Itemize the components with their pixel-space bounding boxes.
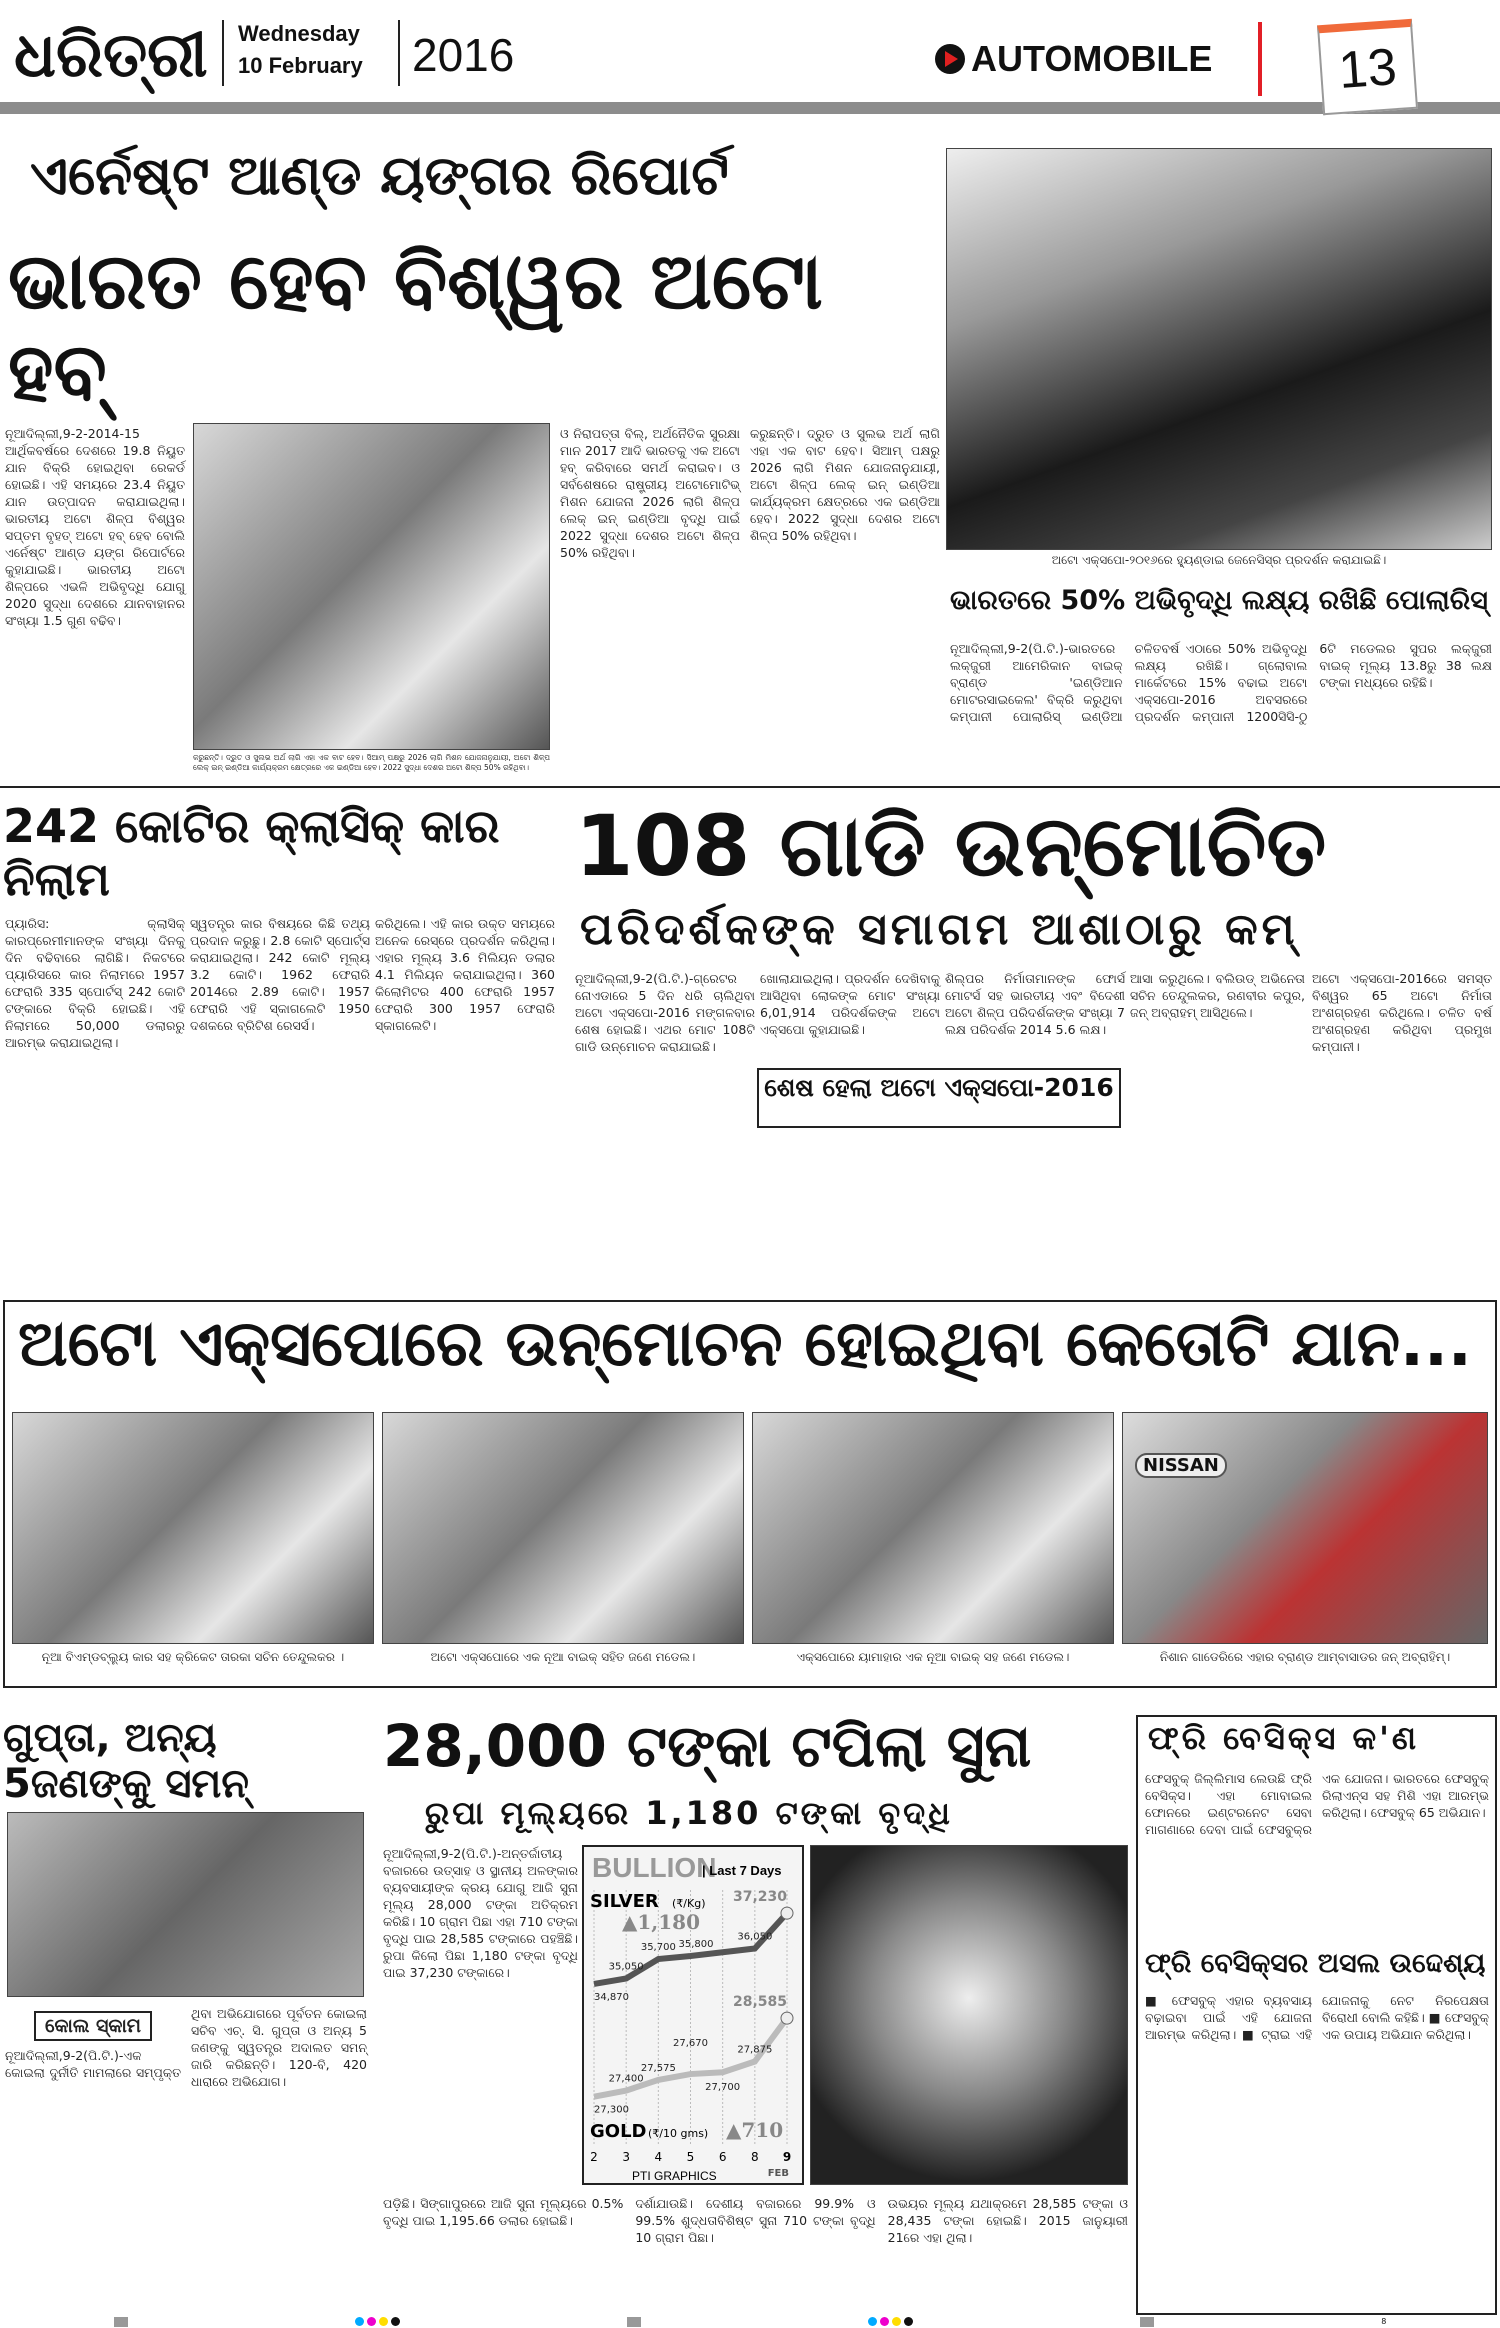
data-label: 27,575 (640, 2062, 676, 2074)
data-label: 27,875 (737, 2044, 773, 2056)
section-label (935, 38, 1212, 80)
x-tick-label: 4 (654, 2150, 663, 2164)
page-marker: 8 (1381, 2317, 1387, 2326)
article-text: ଓ ନିରାପତ୍ତା ବିଲ୍, ଅର୍ଥନୈତିକ ସୁରକ୍ଷା ମାନ 2017 ଆଦି ଭାରତକୁ ଏକ ଅଟୋ ହବ୍ କରିବାରେ ସମର୍ଥ କରାଇବ। ଓ ସର୍ବଶେଷରେ ରାଷ୍ଟ୍ରୀୟ ଅଟୋମୋଟିଭ୍ ମିଶନ ଯୋଜନା 2026 ଲାଗି ଶିଳ୍ପ ଲେକ୍ ଇନ୍ ଇଣ୍ଡିଆ ବୃଦ୍ଧି ପାଇଁ 2022 ସୁଦ୍ଧା ଦେଶର ଅଟୋ ଶିଳ୍ପ 50% ରହିଥିବା। (560, 426, 740, 560)
gallery-photo-nissan (1122, 1412, 1488, 1644)
expo-headline: 108 ଗାଡି ଉନ୍ମୋଚିତ (575, 797, 1327, 895)
masthead-date (238, 18, 363, 82)
x-tick-label: 9 (782, 2150, 792, 2164)
x-tick-label: 5 (686, 2150, 695, 2164)
gold-headline: 28,000 ଟଙ୍କା ଟପିଲା ସୁନା (383, 1712, 1032, 1780)
kicker: ଏର୍ନେଷ୍ଟ ଆଣ୍ଡ ୟଙ୍ଗର ରିପୋର୍ଟ (30, 144, 729, 207)
data-label: 27,400 (608, 2073, 644, 2085)
page-number: 13 (1317, 19, 1418, 115)
print-marks (0, 2315, 1500, 2328)
article-text: ଶିଲ୍ପର ନିର୍ମାତାମାନଙ୍କ ଫୋର୍ସ ମୋଟର୍ସ ସହ ଭାରତୀୟ ଏବଂ ବିଦେଶୀ ଅଟୋ ଶିଳ୍ପ ପରିଦର୍ଶକଙ୍କ ସଂଖ୍ୟା 7 ଲକ୍ଷ ପରିଦର୍ଶକ 2014 5.6 ଲକ୍ଷ। (945, 971, 1125, 1037)
coal-photo (7, 1812, 364, 1997)
data-label: 35,050 (608, 1961, 644, 1973)
print-mark (1140, 2317, 1154, 2327)
data-label: 36,050 (737, 1931, 773, 1943)
polaris-headline: ଭାରତରେ 50% ଅଭିବୃଦ୍ଧି ଲକ୍ଷ୍ୟ ରଖିଛି ପୋଲାରିସ୍ (950, 585, 1488, 616)
free-basics-headline: ଫ୍ରି ବେସିକ୍ସ କ'ଣ (1148, 1719, 1420, 1757)
article-text: ଉଭୟର ମୂଲ୍ୟ ଯଥାକ୍ରମେ 28,585 ଟଙ୍କା ଓ 28,435 ଟଙ୍କା ହୋଇଛି। 2015 ଜାନୁୟାରୀ 21ରେ ଏହା ଥିଲା। (887, 2196, 1128, 2245)
series-unit: (₹/Kg) (672, 1897, 706, 1910)
series-name: GOLD (590, 2121, 647, 2142)
masthead-rule (0, 102, 1500, 114)
gold-bottom (383, 2195, 1128, 2305)
article-text: ଅଟୋ ଏକ୍ସପୋ-2016ରେ ସମସ୍ତ ବିଶ୍ୱର 65 ଅଟୋ ନିର୍ମାତା ଅଂଶଗ୍ରହଣ କରିଥିଲେ। ଚଳିତ ବର୍ଷ ଅଂଶଗ୍ରହଣ କରିଥିବା ପ୍ରମୁଖ କମ୍ପାନୀ। (1312, 971, 1492, 1054)
x-tick-label: 8 (751, 2150, 759, 2164)
expo-subhead: ପରିଦର୍ଶକଙ୍କ ସମାଗମ ଆଶାଠାରୁ କମ୍ (580, 904, 1299, 955)
article-text: ପଡ଼ିଛି। ସିଙ୍ଗାପୁରରେ ଆଜି ସୁନା ମୂଲ୍ୟରେ 0.5% ବୃଦ୍ଧି ପାଇ 1,195.66 ଡଲାର ହୋଇଛି। (383, 2196, 624, 2228)
weekday: Wednesday (238, 21, 360, 46)
jewellery-photo (810, 1845, 1128, 2185)
free-basics-subhead: ଫ୍ରି ବେସିକ୍ସର ଅସଲ ଉଦ୍ଦେଶ୍ୟ (1145, 1948, 1486, 1979)
article-text: ଖୋଲାଯାଇଥିଲା। ପ୍ରଦର୍ଶନ ଦେଖିବାକୁ ଆସିଥିବା ଲୋକଙ୍କ ମୋଟ ସଂଖ୍ୟା 6,01,914 ପରିଦର୍ଶକଙ୍କ ଅଟୋ ଏକ୍ସପୋ କୁହାଯାଇଛି। (760, 971, 940, 1037)
bullion-chart (582, 1845, 804, 2185)
coal-tag: କୋଲ ସ୍କାମ (34, 2011, 152, 2041)
print-mark (114, 2317, 128, 2327)
divider (0, 786, 1500, 788)
car-photo (946, 148, 1492, 550)
free-basics-text: ■ ଫେସବୁକ୍ ଏହାର ବ୍ୟବସାୟ ବଢ଼ାଇବା ପାଇଁ ଏହି ଯୋଜନା ଆରମ୍ଭ କରିଥିଲା। ■ ଟ୍ରାଇ ଏହି ଯୋଜନାକୁ ନେଟ ନିରପେକ୍ଷତା ବିରୋଧୀ ବୋଲି କହିଛି। ■ ଫେସବୁକ୍ ଏକ ଉପାୟ ଅଭିଯାନ କରିଥିଲା। (1145, 1993, 1489, 2042)
chart-title: BULLION (592, 1852, 717, 1883)
divider (398, 20, 400, 86)
data-label: 28,585 (732, 1994, 787, 2011)
polaris-text: ନୂଆଦିଲ୍ଲୀ,9-2(ପି.ଟି.)-ଭାରତରେ ଲକ୍ଜୁରୀ ଆମେରିକାନ ବାଇକ୍ ବ୍ରାଣ୍ଡ 'ଇଣ୍ଡିଆନ ମୋଟରସାଇକେଲ' ବିକ୍ରି କରୁଥିବା କମ୍ପାନୀ ପୋଲାରିସ୍ ଇଣ୍ଡିଆ ଚଳିତବର୍ଷ ଏଠାରେ 50% ଅଭିବୃଦ୍ଧି ଲକ୍ଷ୍ୟ ରଖିଛି। ଗ୍ଲୋବାଲ ମାର୍କେଟରେ 15% ବଢାଇ ଅଟୋ ଏକ୍ସପୋ-2016 ଅବସରରେ ପ୍ରଦର୍ଶନ କମ୍ପାନୀ 1200ସିସି-ଠୁ 6ଟି ମଡେଲର ସୁପର ଲକ୍ଜୁରୀ ବାଇକ୍ ମୂଲ୍ୟ 13.8ରୁ 38 ଲକ୍ଷ ଟଙ୍କା ମଧ୍ୟରେ ରହିଛି। (950, 641, 1492, 724)
article-text: ଦର୍ଶାଯାଉଛି। ଦେଶୀୟ ବଜାରରେ 99.9% ଓ 99.5% ଶୁଦ୍ଧତାବିଶିଷ୍ଟ ସୁନା 710 ଟଙ୍କା ବୃଦ୍ଧି 10 ଗ୍ରାମ ପିଛା। (635, 2196, 876, 2245)
data-label: 27,700 (705, 2082, 741, 2094)
gallery-photo-bmw (12, 1412, 374, 1644)
free-basics-text: ଫେସବୁକ୍ ଜିଲ୍ଲିମାସ ଲେଉଛି ଫ୍ରି ବେସିକ୍ସ। ଏହା ମୋବାଇଲ ଫୋନରେ ଇଣ୍ଟରନେଟ ସେବା ମାଗଣାରେ ଦେବା ପାଇଁ ଫେସବୁକ୍‌ର ଏକ ଯୋଜନା। ଭାରତରେ ଫେସବୁକ୍ ରିଲାଏନ୍ସ ସହ ମିଶି ଏହା ଆରମ୍ଭ କରିଥିଲା। ଫେସବୁକ୍ 65 ଅଭିଯାନ। (1145, 1771, 1489, 1837)
data-label: 35,800 (678, 1939, 714, 1950)
gallery-photo-yamaha (752, 1412, 1114, 1644)
gold-subhead: ରୁପା ମୂଲ୍ୟରେ 1,180 ଟଙ୍କା ବୃଦ୍ଧି (425, 1794, 953, 1832)
classic-headline: 242 କୋଟିର କ୍ଲାସିକ୍ କାର ନିଲାମ (3, 799, 500, 906)
expo-boxhead: ଶେଷ ହେଲା ଅଟୋ ଏକ୍ସପୋ-2016 (757, 1068, 1121, 1128)
coal-text: ନୂଆଦିଲ୍ଲୀ,9-2(ପି.ଟି.)-ଏକ କୋଇଲା ଦୁର୍ନୀତି ମାମଲାରେ ସମ୍ପୃକ୍ତ ଥିବା ଅଭିଯୋଗରେ ପୂର୍ବତନ କୋଇଲା ସଚିବ ଏଚ୍. ସି. ଗୁପ୍ତା ଓ ଅନ୍ୟ 5 ଜଣଙ୍କୁ ସ୍ୱତନ୍ତ୍ର ଅଦାଲତ ସମନ୍ ଜାରି କରିଛନ୍ତି। 120-ବି, 420 ଧାରାରେ ଅଭିଯୋଗ। (5, 2006, 367, 2089)
series-change: ▲1,180 (622, 1910, 701, 1934)
photo-caption: ନିଶାନ ଗାଡେରିରେ ଏହାର ବ୍ରାଣ୍ଡ ଆମ୍ବାସାଡର ଜନ୍ ଅବ୍ରାହିମ୍। (1159, 1650, 1451, 1664)
play-icon (935, 44, 965, 74)
end-point (781, 2012, 793, 2024)
series-change: ▲710 (726, 2118, 784, 2142)
end-point (781, 1907, 793, 1919)
data-label: 37,230 (732, 1889, 787, 1906)
x-tick-label: 2 (590, 2150, 598, 2164)
x-tick-label: 6 (718, 2150, 727, 2164)
date: 10 February (238, 53, 363, 78)
article-text: ନୂଆଦିଲ୍ଲୀ,9-2(ପି.ଟି.)-ଗ୍ରେଟର ନୋଏଡାରେ 5 ଦିନ ଧରି ଚାଲିଥିବା ଅଟୋ ଏକ୍ସପୋ-2016 ମଙ୍ଗଳବାର ଶେଷ ହୋଇଛି। ଏଥର ମୋଟ 108ଟି ଗାଡି ଉନ୍ମୋଚନ କରାଯାଇଛି। (575, 971, 755, 1054)
photo-caption: ଅଟୋ ଏକ୍ସପୋରେ ଏକ ନୂଆ ବାଇକ୍ ସହିତ ଜଣେ ମଡେଲ। (430, 1650, 696, 1664)
gallery-photo-bike (382, 1412, 744, 1644)
coal-headline: ଗୁପ୍ତା, ଅନ୍ୟ 5ଜଣଙ୍କୁ ସମନ୍ (3, 1715, 249, 1807)
x-tick-label: 3 (622, 2150, 630, 2164)
article-text: ସ୍ୱତନ୍ତ୍ର କାର ବିଷୟରେ କିଛି ତଥ୍ୟ ପ୍ରଦାନ କରୁଛୁ। 2.8 କୋଟି ସ୍ପୋର୍ଟ୍ସ କରାଯାଇଥିଲା। 242 କୋଟି ମୂଲ୍ୟ 3.2 କୋଟି। 1962 ଫେରାରି 2014ରେ 2.89 କୋଟି। 1957 ଫେରାରି ଏହି ସ୍କାଗଲେଟି 1950 ଦଶକରେ ବ୍ରିଟିଶ ରେସର୍ସ। (190, 916, 370, 1033)
headline: ଭାରତ ହେବ ବିଶ୍ୱର ଅଟୋ ହବ୍ (8, 237, 823, 417)
photo-caption: ଅଟୋ ଏକ୍ସପୋ-୨୦୧୬ରେ ହ୍ୟୁଣ୍ଡାଇ ଜେନେସିସ୍‌ର ପ୍ରଦର୍ଶନ କରାଯାଇଛି। (1051, 553, 1387, 567)
photo-caption: ନୂଆ ବିଏମ୍‌ଡବ୍ଲ୍ୟୁ କାର ସହ କ୍ରିକେଟ ତାରକା ସଚିନ ତେନ୍ଦୁଲକର । (41, 1650, 345, 1664)
factory-photo (193, 423, 550, 750)
article-text: କରୁଛନ୍ତି। ଦ୍ରୁତ ଓ ସୁଲଭ ଅର୍ଥ ଲାଗି ଏହା ଏକ ବାଟ ହେବ। ସିଆମ୍ ପକ୍ଷରୁ 2026 ଲାଗି ମିଶନ ଯୋଜନାନୁଯାୟୀ, ଅଟୋ ଶିଳ୍ପ ଲେକ୍ ଇନ୍ ଇଣ୍ଡିଆ କାର୍ଯ୍ୟକ୍ରମ କ୍ଷେତ୍ରରେ ଏକ ଇଣ୍ଡିଆ ହେବ। 2022 ସୁଦ୍ଧା ଦେଶର ଅଟୋ ଶିଳ୍ପ 50% ରହିଥିବା। (750, 426, 940, 543)
article-text: ନୂଆଦିଲ୍ଲୀ,9-2-2014-15 ଆର୍ଥିକବର୍ଷରେ ଦେଶରେ 19.8 ନିୟୁତ ଯାନ ବିକ୍ରି ହୋଇଥିବା ରେକର୍ଡ ହୋଇଛି। ଏହି ସମୟରେ 23.4 ନିୟୁତ ଯାନ ଉତ୍ପାଦନ କରାଯାଇଥିଲା। ଭାରତୀୟ ଅଟୋ ଶିଳ୍ପ ବିଶ୍ୱର ସପ୍ତମ ବୃହତ୍ ଅଟୋ ହବ୍ ହେବ ବୋଲି ଏର୍ନେଷ୍ଟ ଆଣ୍ଡ ୟଙ୍ଗ ରିପୋର୍ଟରେ କୁହାଯାଇଛି। ଭାରତୀୟ ଅଟୋ ଶିଳ୍ପରେ ଏଭଳି ଅଭିବୃଦ୍ଧି ଯୋଗୁ 2020 ସୁଦ୍ଧା ଦେଶରେ ଯାନବାହାନର ସଂଖ୍ୟା 1.5 ଗୁଣ ବଢିବ। (5, 426, 185, 628)
nissan-logo: NISSAN (1135, 1453, 1227, 1478)
photo-caption: ଏକ୍ସପୋରେ ୟାମାହାର ଏକ ନୂଆ ବାଇକ୍ ସହ ଜଣେ ମଡେଲ। (796, 1650, 1070, 1664)
masthead-year: 2016 (412, 29, 515, 81)
chart-subtitle: | Last 7 Days (702, 1863, 782, 1878)
coal-article (5, 2005, 367, 2305)
x-unit: FEB (767, 2168, 789, 2179)
color-registration (868, 2317, 913, 2326)
series-unit: (₹/10 gms) (648, 2127, 709, 2140)
divider (222, 20, 224, 86)
chart-source: PTI GRAPHICS (632, 2169, 717, 2183)
data-label: 35,700 (640, 1942, 676, 1953)
article-text: କରିଥିଲେ। ଏହି କାର ଉକ୍ତ ସମୟରେ ଅନେକ ରେସ୍‌ରେ ପ୍ରଦର୍ଶନ କରିଥିଲା। ଏହାର ମୂଲ୍ୟ 3.6 ମିଲିୟନ ଡଲାର 4.1 ମିଲିୟନ କରାଯାଇଥିଲା। 360 କିଲୋମିଟର 400 ଫେରାରି 1957 ଫେରାରି 300 1957 ଫେରାରି ସ୍କାଗଲେଟି। (375, 916, 555, 1033)
data-label: 27,670 (673, 2038, 708, 2050)
data-label: 27,300 (594, 2104, 629, 2116)
section-name: AUTOMOBILE (971, 38, 1213, 79)
article-text: ଆସା କରୁଥିଲେ। ବଲିଉଡ୍ ଅଭିନେତା ସଚିନ ତେନ୍ଦୁଲକର, ରଣବୀର କପୁର, ଜନ୍ ଅବ୍ରାହମ୍ ଆସିଥିଲେ। (1130, 971, 1305, 1020)
article-text: ପ୍ୟାରିସ: କ୍ଲାସିକ୍ କାରପ୍ରେମୀମାନଙ୍କ ସଂଖ୍ୟା ଦିନକୁ ଦିନ ବଢିବାରେ ଲାଗିଛି। ନିକଟରେ ପ୍ୟାରିସରେ କାର ନିଲାମରେ 1957 ଫେରାରି 335 ସ୍ପୋର୍ଟସ୍ 242 କୋଟି ଟଙ୍କାରେ ବିକ୍ରି ହୋଇଛି। ଏହି ନିଲାମରେ 50,000 ଡଲାରରୁ ଆରମ୍ଭ କରାଯାଇଥିଲା। (5, 916, 185, 1050)
print-mark (627, 2317, 641, 2327)
gallery-headline: ଅଟୋ ଏକ୍ସପୋରେ ଉନ୍ମୋଚନ ହୋଇଥିବା କେତୋଟି ଯାନ... (18, 1307, 1472, 1380)
series-name: SILVER (590, 1891, 659, 1912)
article-text: କରୁଛନ୍ତି। ଦ୍ରୁତ ଓ ସୁଲଭ ଅର୍ଥ ଲାଗି ଏହା ଏକ ବାଟ ହେବ। ସିଆମ୍ ପକ୍ଷରୁ 2026 ଲାଗି ମିଶନ ଯୋଜନାନୁଯାୟୀ, ଅଟୋ ଶିଳ୍ପ ଲେକ୍ ଇନ୍ ଇଣ୍ଡିଆ କାର୍ଯ୍ୟକ୍ରମ କ୍ଷେତ୍ରରେ ଏକ ଇଣ୍ଡିଆ ହେବ। 2022 ସୁଦ୍ଧା ଦେଶର ଅଟୋ ଶିଳ୍ପ 50% ରହିଥିବା। (193, 753, 550, 773)
divider (1258, 22, 1262, 96)
gold-text: ନୂଆଦିଲ୍ଲୀ,9-2(ପି.ଟି.)-ଅନ୍ତର୍ଜାତୀୟ ବଜାରରେ ଉତ୍ସାହ ଓ ସ୍ଥାନୀୟ ଅଳଙ୍କାର ବ୍ୟବସାୟୀଙ୍କ କ୍ରୟ ଯୋଗୁ ଆଜି ସୁନା ମୂଲ୍ୟ 28,000 ଟଙ୍କା ଅତିକ୍ରମ କରିଛି। 10 ଗ୍ରାମ ପିଛା ଏହା 710 ଟଙ୍କା ବୃଦ୍ଧି ପାଇ 28,585 ଟଙ୍କାରେ ପହଞ୍ଚିଛି। ରୁପା କିଲୋ ପିଛା 1,180 ଟଙ୍କା ବୃଦ୍ଧି ପାଇ 37,230 ଟଙ୍କାରେ। (383, 1846, 578, 1980)
data-label: 34,870 (594, 1991, 629, 2003)
color-registration (355, 2317, 400, 2326)
masthead-logo: ଧରିତ୍ରୀ (14, 18, 208, 91)
